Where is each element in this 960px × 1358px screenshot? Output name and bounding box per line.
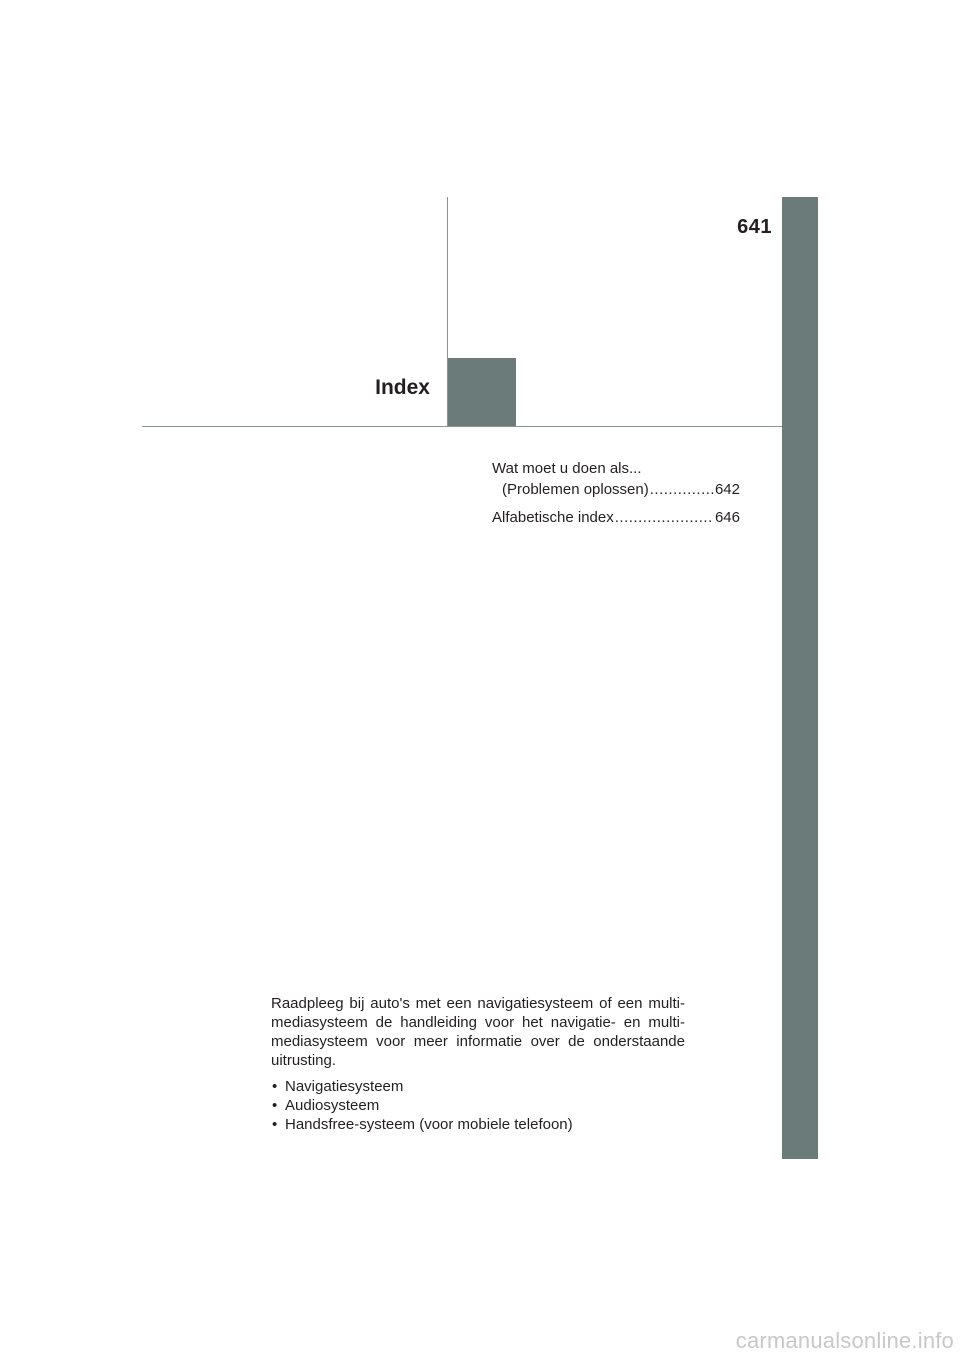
- note-paragraph: Raadpleeg bij auto's met een navigatiesysteem of een multi-mediasysteem de handleiding voor het navigatie- en multi-mediasysteem voor meer informatie over de onderstaande uitrusting.: [271, 995, 685, 1069]
- toc-entry-troubleshooting[interactable]: [492, 458, 740, 500]
- side-tab: [782, 197, 818, 1159]
- page-number: 641: [737, 216, 772, 238]
- equipment-list: [271, 1077, 685, 1134]
- toc-entry-title: Wat moet u doen als...: [492, 460, 642, 477]
- watermark: carmanualsonline.info: [735, 1328, 954, 1353]
- horizontal-divider: [142, 426, 782, 427]
- section-marker-block: [448, 358, 516, 426]
- list-item: • Navigatiesysteem: [271, 1077, 685, 1096]
- navigation-system-note: [271, 994, 685, 1134]
- toc-entry-page: 646: [714, 509, 740, 526]
- list-item: • Audiosysteem: [271, 1096, 685, 1115]
- toc-entry-alphabetical-index[interactable]: [492, 507, 740, 528]
- section-title: Index: [375, 376, 430, 399]
- table-of-contents: [492, 458, 740, 528]
- toc-leader-dots: [650, 479, 714, 500]
- toc-leader-dots: [615, 507, 714, 528]
- list-item: • Handsfree-systeem (voor mobiele telefoon): [271, 1115, 685, 1134]
- toc-entry-page: 642: [714, 481, 740, 498]
- toc-entry-title: Alfabetische index: [492, 509, 614, 526]
- toc-entry-subtitle: (Problemen oplossen): [502, 481, 649, 498]
